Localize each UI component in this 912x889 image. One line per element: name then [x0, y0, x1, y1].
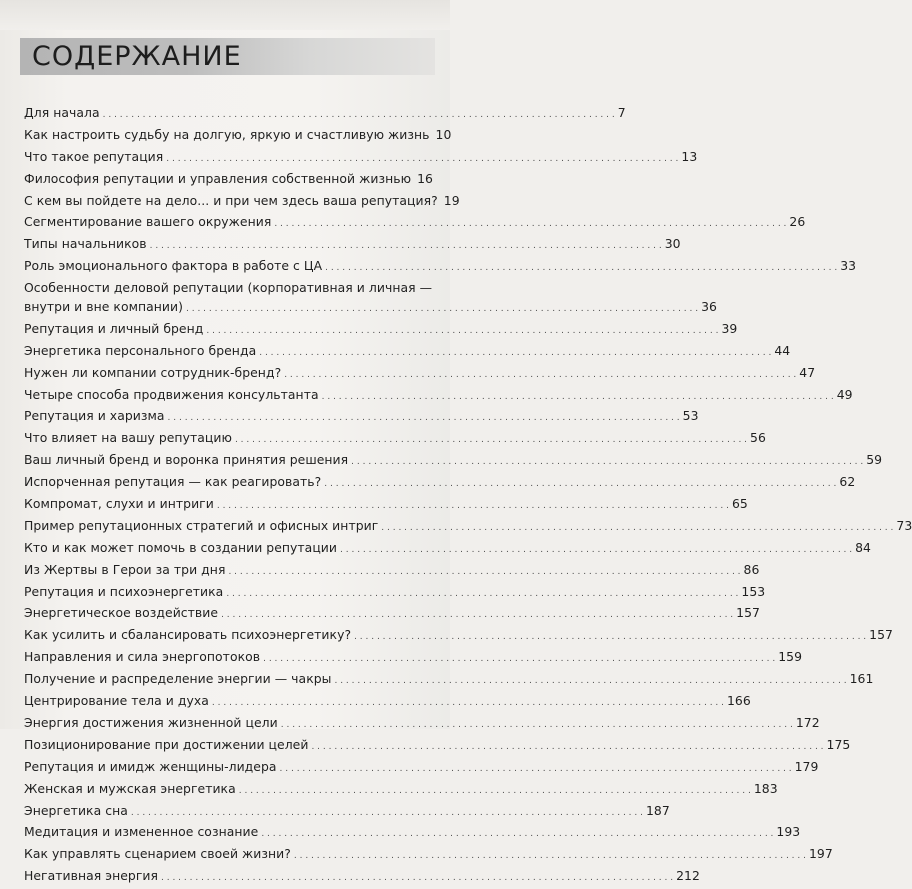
toc-entry-title: Энергия достижения жизненной цели [24, 714, 278, 730]
toc-entry-title: Как усилить и сбалансировать психоэнергетику? [24, 627, 352, 643]
toc-entry [24, 235, 681, 255]
toc-entry [24, 279, 717, 318]
toc-entry [24, 670, 874, 690]
toc-entry-title: Ваш личный бренд и воронка принятия решения [24, 452, 349, 468]
toc-entry [24, 648, 803, 668]
toc-entry [24, 126, 452, 146]
toc-entry-title: Женская и мужская энергетика [24, 780, 236, 796]
toc-entry-title: Как настроить судьбу на долгую, яркую и счастливую жизнь [24, 126, 430, 142]
toc-entry-page: 10 [435, 126, 452, 142]
toc-entry-page: 86 [743, 561, 760, 577]
toc-entry [24, 867, 700, 887]
toc-entry-title: Энергетика персонального бренда [24, 342, 257, 358]
dot-leader [228, 561, 740, 581]
toc-entry [24, 758, 819, 778]
toc-entry-title: Из Жертвы в Герои за три дня [24, 561, 226, 577]
toc-entry-page: 84 [855, 539, 871, 555]
dot-leader [274, 213, 786, 233]
toc-entry [24, 802, 670, 822]
toc-entry-title: Для начала [24, 105, 100, 120]
toc-entry-page: 212 [676, 868, 700, 884]
toc-entry-page: 157 [736, 605, 760, 621]
toc-entry-page: 47 [799, 364, 816, 380]
toc-entry [24, 148, 698, 168]
dot-leader [281, 714, 793, 734]
dot-leader [381, 517, 893, 537]
toc-entry-page: 187 [645, 802, 670, 818]
toc-entry [24, 626, 893, 646]
toc-entry-title: Позиционирование при достижении целей [24, 736, 309, 752]
toc-entry-page: 73 [896, 517, 912, 533]
toc-entry-page: 30 [664, 236, 681, 252]
dot-leader [261, 823, 773, 843]
toc-entry [24, 364, 816, 384]
table-of-contents [24, 104, 912, 889]
toc-entry [24, 104, 626, 124]
toc-entry-title: Репутация и личный бренд [24, 320, 204, 336]
dot-leader [294, 845, 806, 865]
toc-entry [24, 714, 820, 734]
page-title: СОДЕРЖАНИЕ [32, 41, 242, 72]
toc-entry [24, 583, 766, 603]
toc-entry-title: Центрирование тела и духа [24, 693, 209, 709]
toc-entry-page: 166 [727, 693, 751, 709]
toc-entry [24, 780, 778, 800]
toc-entry-title: Нужен ли компании сотрудник-бренд? [24, 364, 282, 380]
dot-leader [284, 364, 796, 384]
toc-entry-page: 16 [417, 170, 433, 186]
dot-leader [206, 320, 718, 340]
toc-entry [24, 539, 871, 559]
dot-leader [322, 386, 834, 406]
toc-entry-title: Компромат, слухи и интриги [24, 496, 214, 512]
dot-leader [103, 104, 615, 124]
toc-entry [24, 604, 760, 624]
toc-entry [24, 517, 912, 537]
toc-entry [24, 495, 748, 515]
toc-entry-title: Получение и распределение энергии — чакры [24, 671, 332, 687]
dot-leader [263, 648, 775, 668]
dot-leader [161, 867, 673, 887]
toc-entry-title: Кто и как может помочь в создании репутации [24, 539, 338, 555]
toc-entry-page: 161 [849, 671, 874, 687]
toc-entry-page: 65 [731, 496, 748, 512]
toc-entry-page: 26 [789, 214, 806, 230]
toc-entry [24, 451, 883, 471]
dot-leader [226, 583, 738, 603]
toc-entry-title: Роль эмоционального фактора в работе с ЦА [24, 258, 323, 274]
toc-entry [24, 473, 856, 493]
dot-leader [325, 257, 837, 277]
page-top-shadow [0, 0, 450, 30]
toc-entry-page: 193 [776, 824, 801, 840]
toc-entry-page: 39 [721, 320, 738, 336]
toc-entry [24, 257, 857, 277]
toc-entry-page: 19 [443, 192, 460, 208]
toc-entry-page: 172 [795, 714, 820, 730]
dot-leader [311, 736, 823, 756]
toc-entry [24, 845, 833, 865]
toc-entry-title: Типы начальников [24, 236, 147, 252]
toc-entry [24, 342, 791, 362]
toc-entry-title: Направления и сила энергопотоков [24, 649, 261, 665]
dot-leader [150, 235, 662, 255]
toc-entry-page: 49 [836, 386, 853, 402]
toc-entry-page: 56 [750, 430, 766, 446]
dot-leader [351, 451, 863, 471]
toc-entry-page: 157 [869, 627, 893, 643]
toc-entry-title: Философия репутации и управления собственной жизнью [24, 170, 412, 186]
toc-entry-page: 36 [701, 299, 717, 315]
dot-leader [186, 298, 698, 318]
toc-entry-title: Энергетическое воздействие [24, 605, 219, 621]
toc-entry-page: 53 [682, 408, 699, 424]
toc-entry [24, 192, 460, 212]
toc-entry [24, 386, 853, 406]
toc-entry-title: Что влияет на вашу репутацию [24, 430, 232, 446]
toc-entry-title: Энергетика сна [24, 802, 128, 818]
toc-entry-title: Медитация и измененное сознание [24, 824, 259, 840]
toc-entry [24, 429, 766, 449]
toc-entry-page: 179 [794, 758, 819, 774]
toc-entry-title: Как управлять сценарием своей жизни? [24, 846, 291, 862]
toc-entry-title: Испорченная репутация — как реагировать? [24, 474, 322, 490]
dot-leader [212, 692, 724, 712]
dot-leader [354, 626, 866, 646]
toc-entry [24, 736, 851, 756]
toc-entry-title: Негативная энергия [24, 868, 159, 884]
dot-leader [280, 758, 792, 778]
toc-entry [24, 407, 699, 427]
toc-entry [24, 320, 738, 340]
toc-entry-page: 62 [839, 474, 856, 490]
toc-entry-page: 197 [808, 846, 833, 862]
toc-entry-title: Пример репутационных стратегий и офисных интриг [24, 517, 379, 533]
dot-leader [239, 780, 751, 800]
toc-entry-page: 13 [681, 148, 698, 164]
dot-leader [168, 407, 680, 427]
toc-entry-page: 33 [840, 258, 857, 274]
dot-leader [324, 473, 836, 493]
toc-entry-title: Особенности деловой репутации (корпоративная и личная — [24, 280, 433, 296]
toc-entry [24, 823, 801, 843]
dot-leader [131, 802, 643, 822]
dot-leader [340, 539, 852, 559]
toc-entry-title-continued: внутри и вне компании) [24, 299, 184, 315]
toc-entry-title: Что такое репутация [24, 148, 164, 164]
toc-entry [24, 170, 433, 190]
dot-leader [259, 342, 771, 362]
toc-entry-page: 159 [778, 649, 803, 665]
toc-entry-page: 44 [774, 342, 791, 358]
dot-leader [217, 495, 729, 515]
toc-entry-page: 175 [826, 736, 851, 752]
toc-entry-title: Сегментирование вашего окружения [24, 214, 272, 230]
toc-entry [24, 561, 760, 581]
toc-entry [24, 213, 806, 233]
toc-entry-title: Репутация и харизма [24, 408, 165, 424]
toc-entry-page: 183 [753, 780, 778, 796]
dot-leader [235, 429, 747, 449]
toc-entry [24, 692, 751, 712]
toc-entry-page: 153 [741, 583, 766, 599]
dot-leader [221, 604, 733, 624]
dot-leader [166, 148, 678, 168]
dot-leader [334, 670, 846, 690]
toc-entry-title: С кем вы пойдете на дело... и при чем здесь ваша репутация? [24, 192, 438, 208]
toc-entry-title: Репутация и психоэнергетика [24, 583, 224, 599]
toc-entry-title: Репутация и имидж женщины-лидера [24, 758, 277, 774]
toc-entry-title: Четыре способа продвижения консультанта [24, 386, 319, 402]
toc-entry-page: 59 [866, 452, 883, 468]
toc-entry-page: 7 [617, 105, 626, 120]
